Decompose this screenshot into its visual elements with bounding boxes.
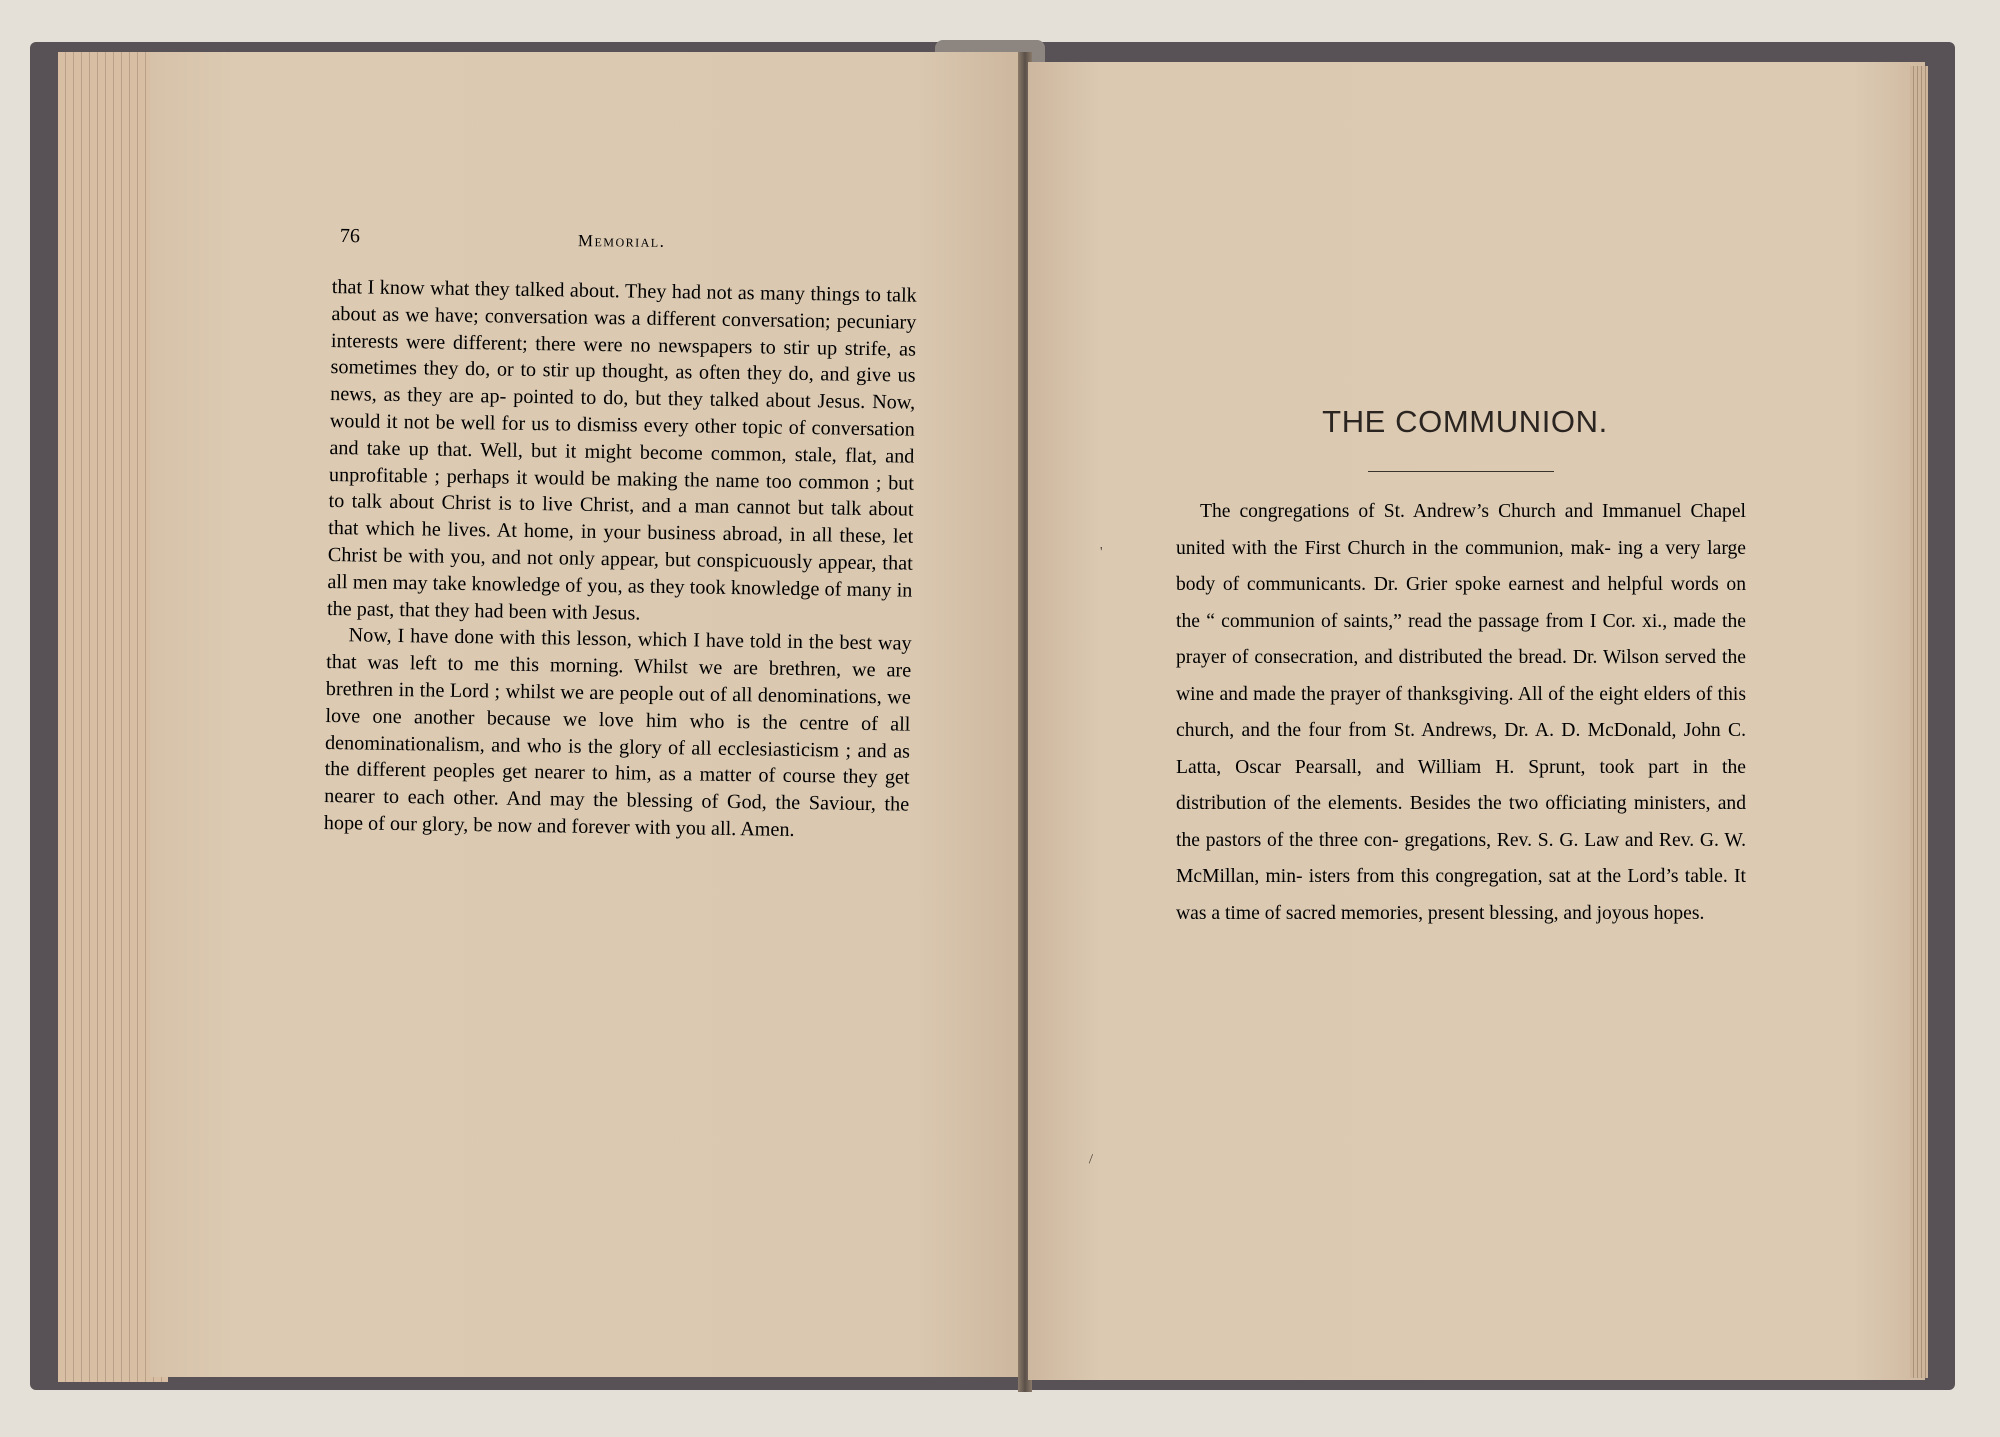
title-divider <box>1368 471 1554 472</box>
page-number: 76 <box>339 225 360 248</box>
paper-scratch: \ <box>1083 1152 1097 1167</box>
right-paragraph: The congregations of St. Andrew’s Church and Immanuel Chapel united with the First Church in the communion, mak- ing a very large body of communicants. Dr. Grier spoke earnest and helpful words on the “ communion of saints,” read the passage from I Cor. xi., made the prayer of consecration, and distributed the bread. Dr. Wilson served the wine and made the prayer of thanksgiving. All of the eight elders of this church, and the four from St. Andrews, Dr. A. D. McDonald, John C. Latta, Oscar Pearsall, and William H. Sprunt, took part in the distribution of the elements. Besides the two officiating ministers, and the pastors of the three con- gregations, Rev. S. G. Law and Rev. G. W. McMillan, min- isters from this congregation, sat at the Lord’s table. It was a time of sacred memories, present blessing, and joyous hopes. <box>1176 501 1746 924</box>
left-paragraph-1: that I know what they talked about. They had not as many things to talk about as we have; conversation was a different conversation; pecuniary interests were different; there were no newspapers to stir up strife, as sometimes they do, or to stir up thought, as often they do, and give us news, as they are ap- pointed to do, but they talked about Jesus. Now, would it not be well for us to dismiss every other topic of conversation and take up that. Well, but it might become common, stale, flat, and unprofitable ; perhaps it would be making the name too common ; but to talk about Christ is to live Christ, and a man cannot but talk about that which he lives. At home, in your business abroad, in all these, let Christ be with you, and not only appear, but conspicuously appear, that all men may take knowledge of you, as they took knowledge of many in the past, that they had been with Jesus. <box>326 275 917 625</box>
paper-speck: ' <box>1100 545 1103 560</box>
left-page-body <box>324 274 917 845</box>
running-title: Memorial. <box>577 231 666 251</box>
running-head <box>340 225 910 260</box>
right-page-body <box>1176 494 1746 932</box>
left-paragraph-2: Now, I have done with this lesson, which I have told in the best way that was left to me this morning. Whilst we are brethren, we are brethren in the Lord ; whilst we are people out of all denominations, we love one another because we love him who is the centre of all denominationalism, and who is the glory of all ecclesiasticism ; and as the different peoples get nearer to him, as a matter of course they get nearer to each other. And may the blessing of God, the Saviour, the hope of our glory, be now and forever with you all. Amen. <box>323 624 912 841</box>
chapter-title: THE COMMUNION. <box>1322 404 1608 439</box>
right-page-edges <box>1910 66 1928 1378</box>
